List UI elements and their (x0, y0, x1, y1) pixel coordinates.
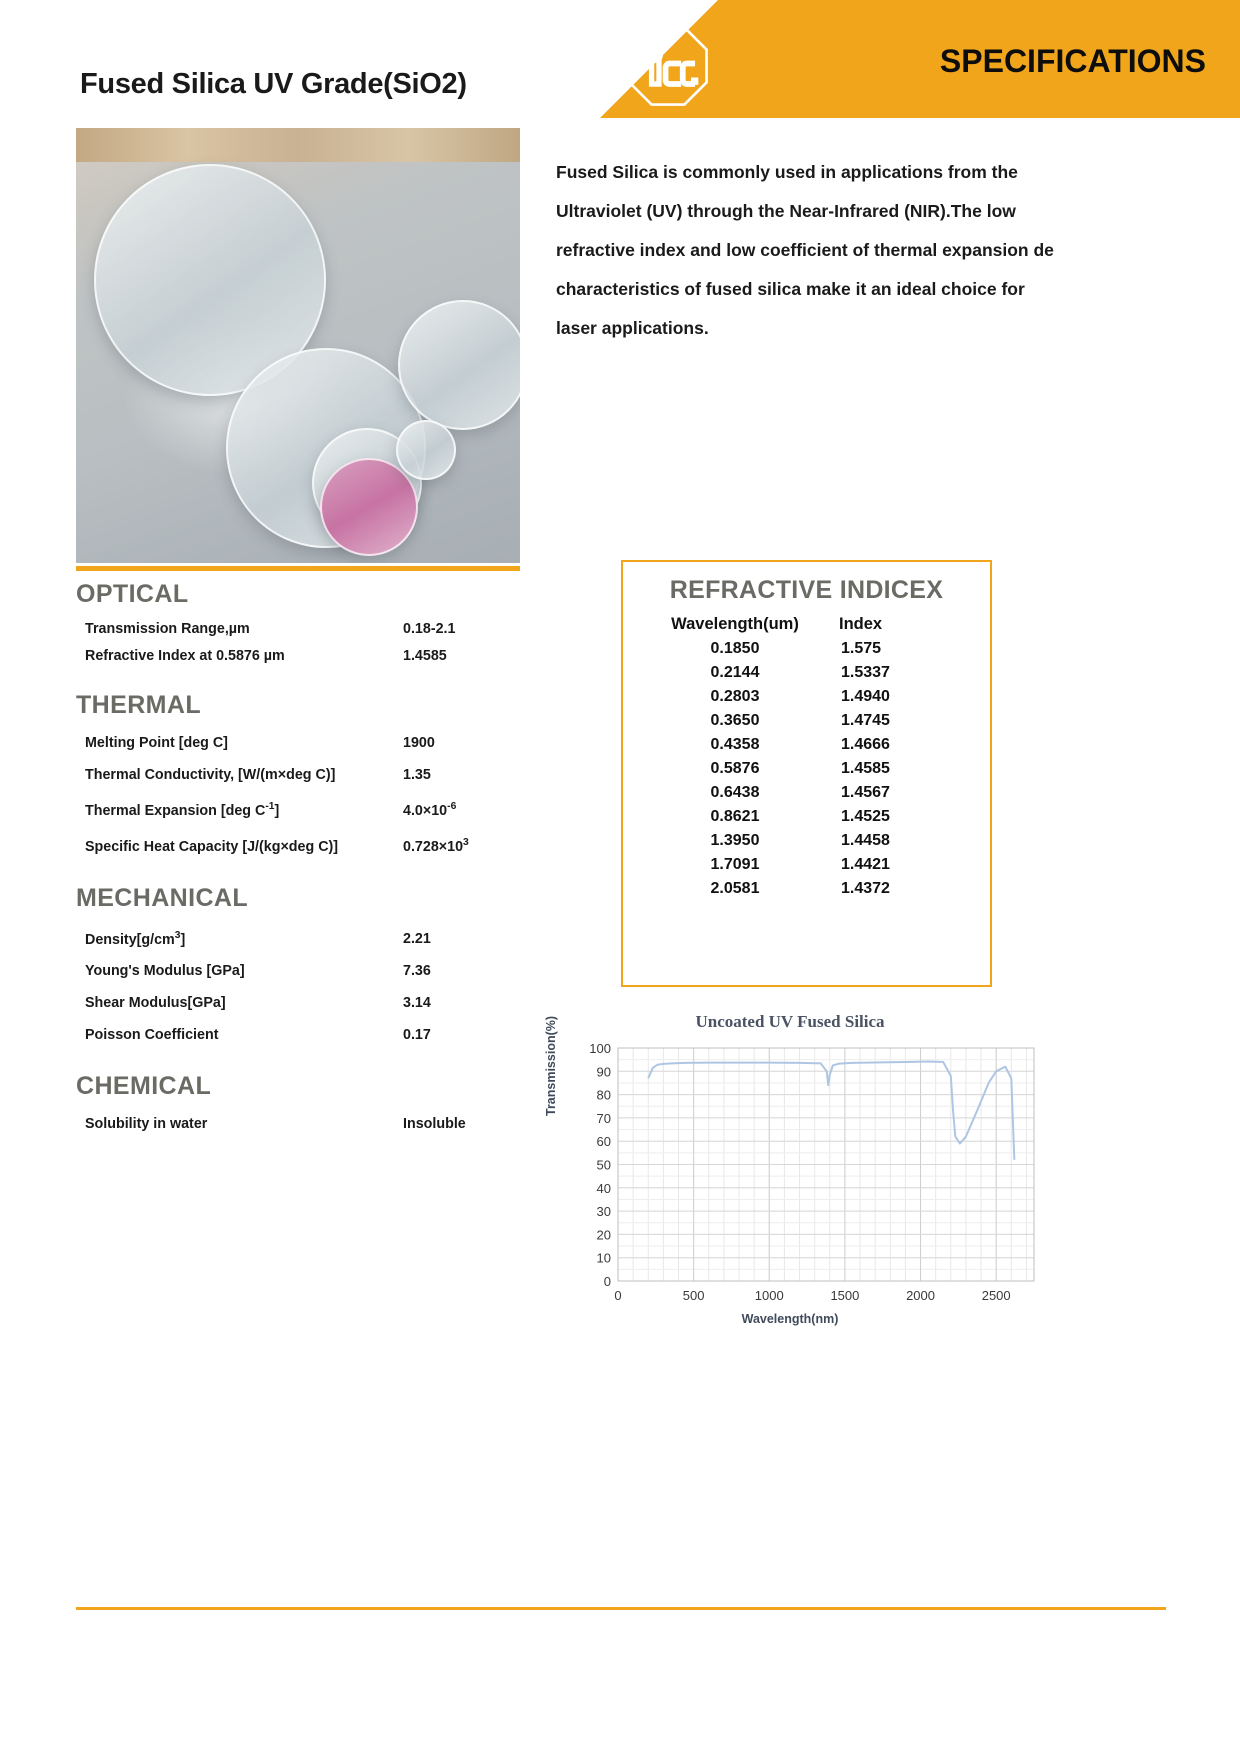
cell-index: 1.4666 (841, 736, 890, 753)
spec-value: 2.21 (403, 931, 431, 948)
svg-text:30: 30 (596, 1204, 611, 1220)
chart-plot-area (570, 1040, 1040, 1315)
cell-index: 1.5337 (841, 664, 890, 681)
cell-index: 1.4585 (841, 760, 890, 777)
superscript: 3 (463, 836, 469, 848)
spec-value: Insoluble (403, 1116, 466, 1133)
spec-row (76, 792, 536, 826)
table-row (623, 688, 990, 706)
optic-disc-tiny (396, 420, 456, 480)
svg-text:70: 70 (596, 1110, 611, 1126)
spec-label: Thermal Expansion [deg $C^{-1}$] (85, 801, 280, 819)
svg-text:60: 60 (596, 1134, 611, 1150)
cell-wavelength: 1.7091 (710, 856, 760, 873)
cell-wavelength: 2.0581 (710, 880, 760, 897)
column-header-index: Index (839, 615, 883, 633)
spec-row (76, 828, 536, 862)
table-row (623, 760, 990, 778)
table-row (623, 808, 990, 826)
svg-text:500: 500 (682, 1288, 705, 1303)
cell-index: 1.4940 (841, 688, 890, 705)
cell-index: 1.4745 (841, 712, 890, 729)
spec-label: Solubility in water (85, 1116, 208, 1133)
spec-label: Refractive Index at 0.5876 µm (85, 648, 285, 664)
page-header (0, 0, 1240, 118)
cell-wavelength: 0.6438 (710, 784, 760, 801)
svg-text:80: 80 (596, 1087, 611, 1103)
spec-value: $0.728\times 10^3$ (403, 836, 469, 855)
cell-index: 1.575 (841, 640, 882, 657)
cell-index: 1.4421 (841, 856, 890, 873)
photo-background-strip (76, 128, 520, 162)
spec-label: Shear Modulus[GPa] (85, 995, 226, 1012)
svg-text:2000: 2000 (906, 1288, 936, 1303)
transmission-chart (540, 1008, 1040, 1328)
superscript: 3 (174, 929, 181, 941)
cell-index: 1.4458 (841, 832, 890, 849)
spec-value: 7.36 (403, 963, 431, 980)
spec-row (76, 921, 536, 955)
spec-label: Specific Heat Capacity [J/(kg×deg C)] (85, 838, 339, 855)
section-title-chemical: CHEMICAL (76, 1072, 212, 1101)
spec-row (76, 644, 536, 669)
icc-logo-icon (627, 25, 709, 107)
spec-value: 1.4585 (403, 648, 447, 664)
photo-underline-divider (76, 566, 520, 571)
spec-label: Poisson Coefficient (85, 1027, 219, 1044)
svg-text:90: 90 (596, 1064, 611, 1080)
spec-row (76, 1109, 536, 1139)
svg-text:40: 40 (596, 1180, 611, 1196)
product-photo (76, 128, 520, 563)
spec-label: Transmission Range,µm (85, 621, 250, 637)
section-title-thermal: THERMAL (76, 691, 202, 719)
svg-text:0: 0 (603, 1274, 611, 1289)
cell-wavelength: 0.2144 (710, 664, 760, 681)
table-row (623, 832, 990, 850)
product-description: Fused Silica is commonly used in applications from the Ultraviolet (UV) through the Near-Infrared (NIR).The low refractive index and low coefficient of thermal expansion de characteristics of fused silica make it an ideal choice for laser applications. (556, 162, 1054, 338)
refractive-index-title: REFRACTIVE INDICEX (669, 576, 944, 604)
spec-label: Young's Modulus [GPa] (85, 963, 245, 980)
optic-disc-small (398, 300, 520, 430)
spec-value: 1900 (403, 735, 435, 751)
cell-wavelength: 0.4358 (710, 736, 760, 753)
svg-text:10: 10 (596, 1250, 611, 1266)
table-row (623, 712, 990, 730)
chart-y-axis-label: Transmission(%) (544, 1015, 558, 1116)
spec-row (76, 617, 536, 642)
spec-label: Melting Point [deg C] (85, 735, 228, 751)
cell-index: 1.4372 (841, 880, 890, 897)
cell-wavelength: 0.2803 (710, 688, 760, 705)
spec-value: 0.18-2.1 (403, 621, 456, 637)
spec-row (76, 1020, 536, 1050)
svg-text:0: 0 (614, 1288, 622, 1303)
svg-text:1000: 1000 (754, 1288, 784, 1303)
section-title-optical: OPTICAL (76, 580, 189, 608)
svg-text:20: 20 (596, 1227, 611, 1243)
spec-row (76, 760, 536, 790)
chart-title: Uncoated UV Fused Silica (695, 1012, 885, 1031)
spec-label: $Density[g/cm^3]$ (85, 929, 186, 948)
spec-value: 0.17 (403, 1027, 431, 1044)
spec-row (76, 956, 536, 986)
footer-divider (76, 1607, 1166, 1610)
cell-wavelength: 0.1850 (710, 640, 760, 657)
table-row (623, 880, 990, 898)
section-title-mechanical: MECHANICAL (76, 883, 249, 912)
svg-text:1500: 1500 (830, 1288, 860, 1303)
chart-x-axis-label: Wavelength(nm) (741, 1312, 839, 1326)
cell-index: 1.4567 (841, 784, 890, 801)
spec-value: $4.0\times 10^{-6}$ (403, 801, 457, 819)
spec-row (76, 728, 536, 758)
table-row (623, 664, 990, 682)
spec-value: 3.14 (403, 995, 431, 1012)
cell-wavelength: 1.3950 (710, 832, 760, 849)
table-row (623, 856, 990, 874)
refractive-index-header-row (623, 615, 990, 634)
optic-disc-coated (320, 458, 418, 556)
table-row (623, 736, 990, 754)
spec-row (76, 988, 536, 1018)
table-row (623, 640, 990, 658)
cell-wavelength: 0.8621 (710, 808, 760, 825)
refractive-index-panel (621, 560, 992, 987)
cell-wavelength: 0.5876 (710, 760, 760, 777)
specifications-label: SPECIFICATIONS (939, 43, 1206, 79)
cell-index: 1.4525 (841, 808, 890, 825)
superscript: -1 (265, 801, 275, 812)
table-row (623, 784, 990, 802)
specifications-column (76, 580, 536, 1141)
spec-value: 1.35 (403, 767, 431, 783)
svg-text:50: 50 (596, 1157, 611, 1173)
page-title: Fused Silica UV Grade(SiO2) (80, 68, 467, 100)
svg-text:100: 100 (589, 1041, 611, 1056)
superscript: -6 (447, 801, 457, 812)
spec-label: Thermal Conductivity, [W/(m×deg C)] (85, 767, 336, 783)
cell-wavelength: 0.3650 (710, 712, 760, 729)
column-header-wavelength: Wavelength(um) (671, 615, 799, 633)
svg-text:2500: 2500 (981, 1288, 1011, 1303)
